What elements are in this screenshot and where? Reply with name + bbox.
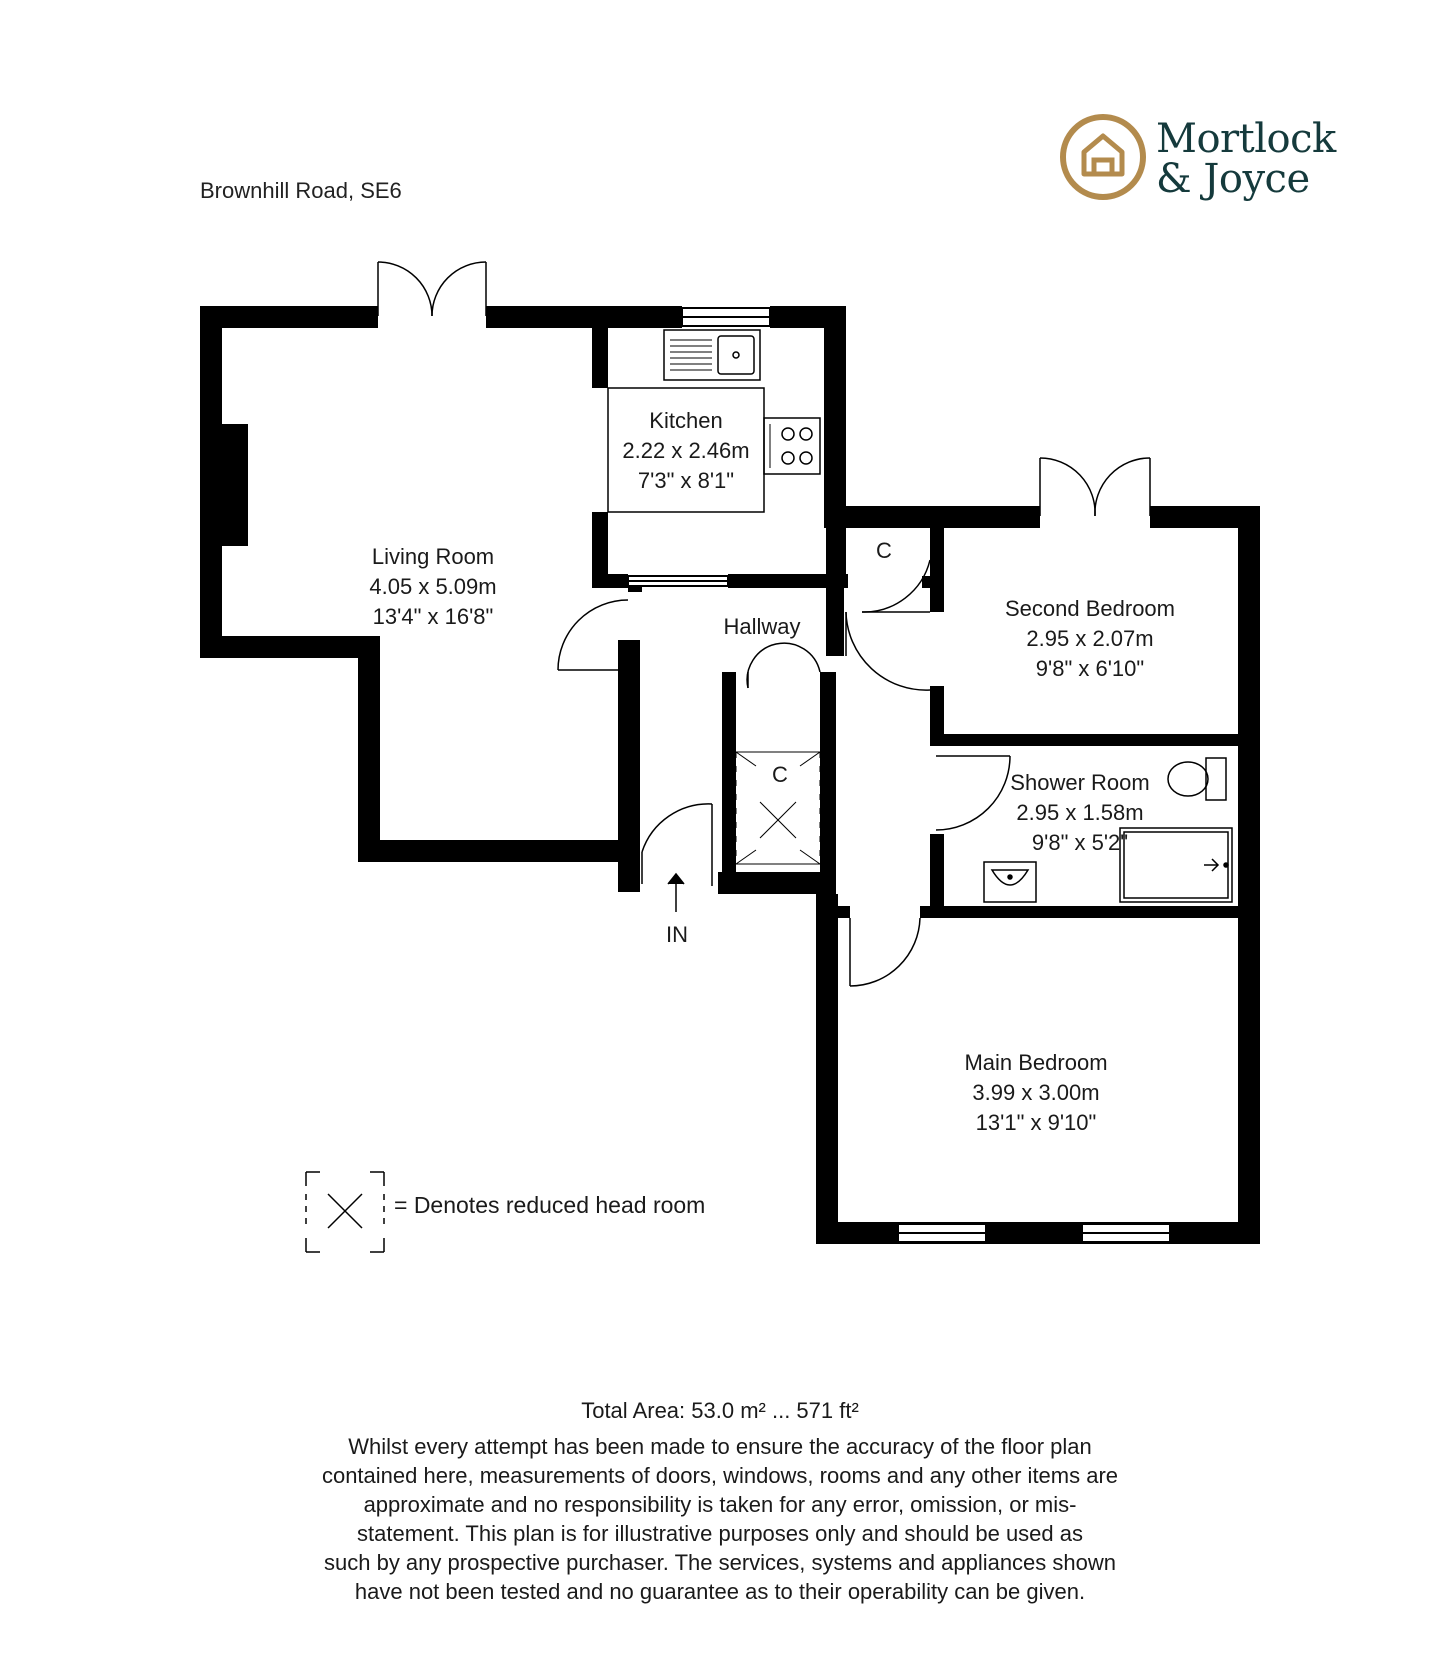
room-name: Kitchen: [649, 408, 723, 433]
toilet-icon: [1206, 758, 1226, 800]
room-metric: 2.22 x 2.46m: [622, 438, 750, 463]
room-metric: 4.05 x 5.09m: [369, 574, 497, 599]
wall: [920, 906, 1260, 918]
room-name: Living Room: [371, 544, 495, 569]
entrance-label: IN: [666, 922, 688, 947]
wall: [816, 894, 838, 1244]
wall: [592, 574, 628, 588]
cupboard-label: C: [876, 538, 892, 563]
wall: [358, 636, 380, 862]
wall: [1238, 506, 1260, 1244]
wall: [826, 578, 844, 656]
room-imperial: 7'3" x 8'1": [637, 468, 735, 493]
wall: [486, 306, 682, 328]
wall: [836, 906, 850, 918]
room-imperial: 13'1" x 9'10": [975, 1110, 1097, 1135]
disclaimer: [280, 1432, 1160, 1606]
wall: [930, 834, 944, 918]
wall: [820, 672, 836, 894]
shower-room-label: [1010, 768, 1149, 858]
hallway-label: [723, 612, 800, 642]
wall: [922, 576, 944, 588]
disclaimer-line: have not been tested and no guarantee as to their operability can be given.: [354, 1579, 1086, 1604]
room-name: Second Bedroom: [1005, 596, 1175, 621]
room-name: Hallway: [723, 614, 801, 639]
address-title: Brownhill Road, SE6: [200, 178, 402, 203]
logo-text-line2: & Joyce: [1156, 156, 1310, 202]
disclaimer-line: approximate and no responsibility is taken for any error, omission, or mis-: [363, 1492, 1077, 1517]
wall: [358, 840, 640, 862]
logo-text-line1: Mortlock: [1156, 116, 1336, 162]
total-area: Total Area: 53.0 m² ... 571 ft²: [581, 1398, 859, 1423]
wall: [618, 640, 640, 892]
drainer-lines: [670, 340, 712, 370]
sink-icon: [664, 330, 760, 380]
disclaimer-line: statement. This plan is for illustrative purposes only and should be used as: [357, 1521, 1083, 1546]
kitchen-label: [622, 406, 749, 496]
living-room-label: [369, 542, 496, 632]
disclaimer-line: such by any prospective purchaser. The services, systems and appliances shown: [324, 1550, 1116, 1575]
legend-text: = Denotes reduced head room: [394, 1192, 706, 1218]
wall: [816, 1222, 1260, 1244]
wall: [824, 306, 846, 528]
wall: [826, 518, 846, 588]
room-name: Main Bedroom: [964, 1050, 1108, 1075]
cupboard-label: C: [772, 762, 788, 787]
disclaimer-line: contained here, measurements of doors, windows, rooms and any other items are: [321, 1463, 1119, 1488]
room-metric: 3.99 x 3.00m: [972, 1080, 1100, 1105]
room-metric: 2.95 x 1.58m: [1016, 800, 1144, 825]
entrance-arrow-icon: [668, 874, 684, 912]
room-name: Shower Room: [1010, 770, 1150, 795]
room-imperial: 9'8" x 6'10": [1035, 656, 1145, 681]
room-imperial: 13'4" x 16'8": [372, 604, 494, 629]
fireplace: [222, 424, 248, 546]
wall: [722, 672, 736, 894]
basin-icon: [984, 862, 1036, 902]
wall: [200, 306, 222, 658]
wall: [592, 326, 608, 388]
room-metric: 2.95 x 2.07m: [1026, 626, 1154, 651]
wall: [200, 636, 380, 658]
reduced-headroom-legend-icon: [306, 1172, 384, 1252]
room-imperial: 9'8" x 5'2": [1031, 830, 1129, 855]
wall: [844, 506, 1040, 528]
second-bedroom-label: [1005, 594, 1175, 684]
main-bedroom-label: [964, 1048, 1107, 1138]
disclaimer-line: Whilst every attempt has been made to ensure the accuracy of the floor plan: [348, 1434, 1092, 1459]
wall: [200, 306, 378, 328]
wall: [718, 872, 818, 892]
wall: [930, 734, 1260, 746]
hob-icon: [764, 418, 820, 474]
wall: [930, 528, 944, 612]
